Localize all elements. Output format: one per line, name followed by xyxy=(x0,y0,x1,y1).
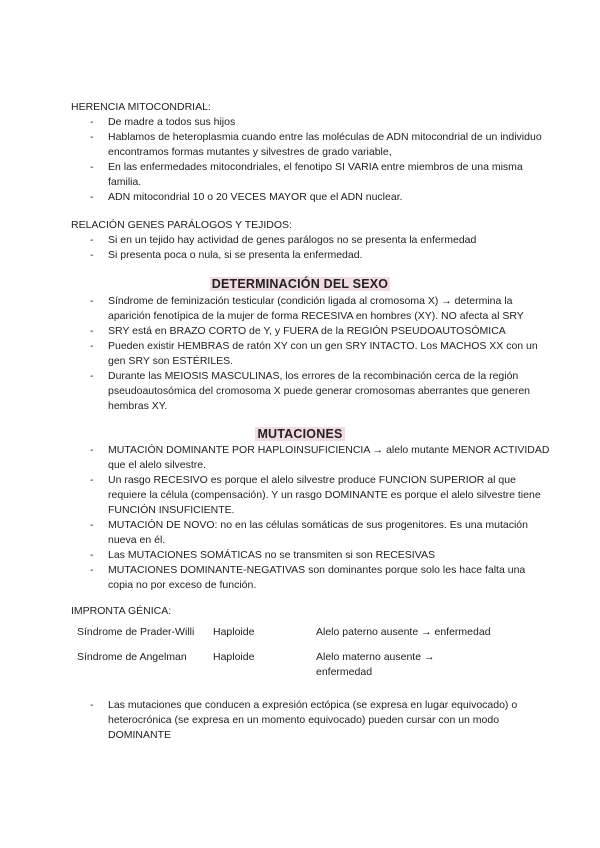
syndrome-cell: Síndrome de Angelman xyxy=(77,651,187,663)
bullet: - xyxy=(90,474,94,486)
bullet: - xyxy=(90,340,94,352)
sexo-heading: DETERMINACIÓN DEL SEXO xyxy=(211,277,389,291)
table-row xyxy=(0,650,600,680)
list-item: - En las enfermedades mitocondriales, el fenotipo SI VARIA entre miembros de una misma familia. xyxy=(90,161,523,188)
ploidy-cell: Haploide xyxy=(213,626,255,638)
list-item: - MUTACIÓN DE NOVO: no en las células somáticas de sus progenitores. Es una mutación nueva en él. xyxy=(90,519,528,546)
bullet: - xyxy=(90,295,94,307)
mito-title: HERENCIA MITOCONDRIAL: xyxy=(71,101,211,113)
bullet: - xyxy=(90,161,94,173)
list-item: - Síndrome de feminización testicular (condición ligada al cromosoma X) → determina la aparición fenotípica de la mujer de forma RECESIVA en hombres (XY). NO afecta al SRY xyxy=(90,295,524,322)
bullet: - xyxy=(90,699,94,711)
effect-cell: Alelo materno ausente → enfermedad xyxy=(316,651,435,678)
bullet: - xyxy=(90,444,94,456)
impronta-title: IMPRONTA GÉNICA: xyxy=(71,605,172,617)
list-item: - Las MUTACIONES SOMÁTICAS no se transmiten si son RECESIVAS xyxy=(90,549,435,561)
bullet: - xyxy=(90,234,94,246)
list-item: - MUTACIONES DOMINANTE-NEGATIVAS son dominantes porque solo les hace falta una copia no por exceso de función. xyxy=(90,564,526,591)
impronta-list xyxy=(0,698,600,743)
bullet: - xyxy=(90,116,94,128)
paralogos-list xyxy=(0,233,600,263)
paralogos-title: RELACIÓN GENES PARÁLOGOS Y TEJIDOS: xyxy=(71,219,292,231)
bullet: - xyxy=(90,370,94,382)
bullet: - xyxy=(90,564,94,576)
list-item: - Pueden existir HEMBRAS de ratón XY con un gen SRY INTACTO. Los MACHOS XX con un gen SRY son ESTÉRILES. xyxy=(90,340,538,367)
bullet: - xyxy=(90,131,94,143)
ploidy-cell: Haploide xyxy=(213,651,255,663)
bullet: - xyxy=(90,519,94,531)
list-item: - De madre a todos sus hijos xyxy=(90,116,236,128)
sexo-list xyxy=(0,294,600,414)
list-item: - MUTACIÓN DOMINANTE POR HAPLOINSUFICIENCIA → alelo mutante MENOR ACTIVIDAD que el alelo silvestre. xyxy=(90,444,550,471)
list-item: - ADN mitocondrial 10 o 20 VECES MAYOR que el ADN nuclear. xyxy=(90,191,403,203)
list-item: - Durante las MEIOSIS MASCULINAS, los errores de la recombinación cerca de la región pseudoautosómica del cromosoma X puede generar cromosomas aberrantes que generen hembras XY. xyxy=(90,370,530,412)
bullet: - xyxy=(90,191,94,203)
list-item: - Un rasgo RECESIVO es porque el alelo silvestre produce FUNCION SUPERIOR al que requiere la célula (compensación). Y un rasgo DOMINANTE es porque el alelo silvestre tiene FUNCIÓN INSUFICIENTE. xyxy=(90,474,541,516)
bullet: - xyxy=(90,249,94,261)
list-item: - Si presenta poca o nula, si se presenta la enfermedad. xyxy=(90,249,363,261)
mito-list xyxy=(0,115,600,205)
list-item: - Hablamos de heteroplasmia cuando entre las moléculas de ADN mitocondrial de un individuo encontramos formas mutantes y silvestres de grado variable, xyxy=(90,131,542,158)
bullet: - xyxy=(90,325,94,337)
list-item: - Las mutaciones que conducen a expresión ectópica (se expresa en lugar equivocado) o heterocrónica (se expresa en un momento equivocado) pueden cursar con un modo DOMINANTE xyxy=(90,699,518,741)
effect-cell: Alelo paterno ausente → enfermedad xyxy=(316,626,491,638)
mutaciones-list xyxy=(0,443,600,593)
syndrome-cell: Síndrome de Prader-Willi xyxy=(77,626,195,638)
mutaciones-heading: MUTACIONES xyxy=(257,427,343,441)
list-item: - SRY está en BRAZO CORTO de Y, y FUERA de la REGIÓN PSEUDOAUTOSÓMICA xyxy=(90,325,506,337)
list-item: - Si en un tejido hay actividad de genes parálogos no se presenta la enfermedad xyxy=(90,234,477,246)
bullet: - xyxy=(90,549,94,561)
